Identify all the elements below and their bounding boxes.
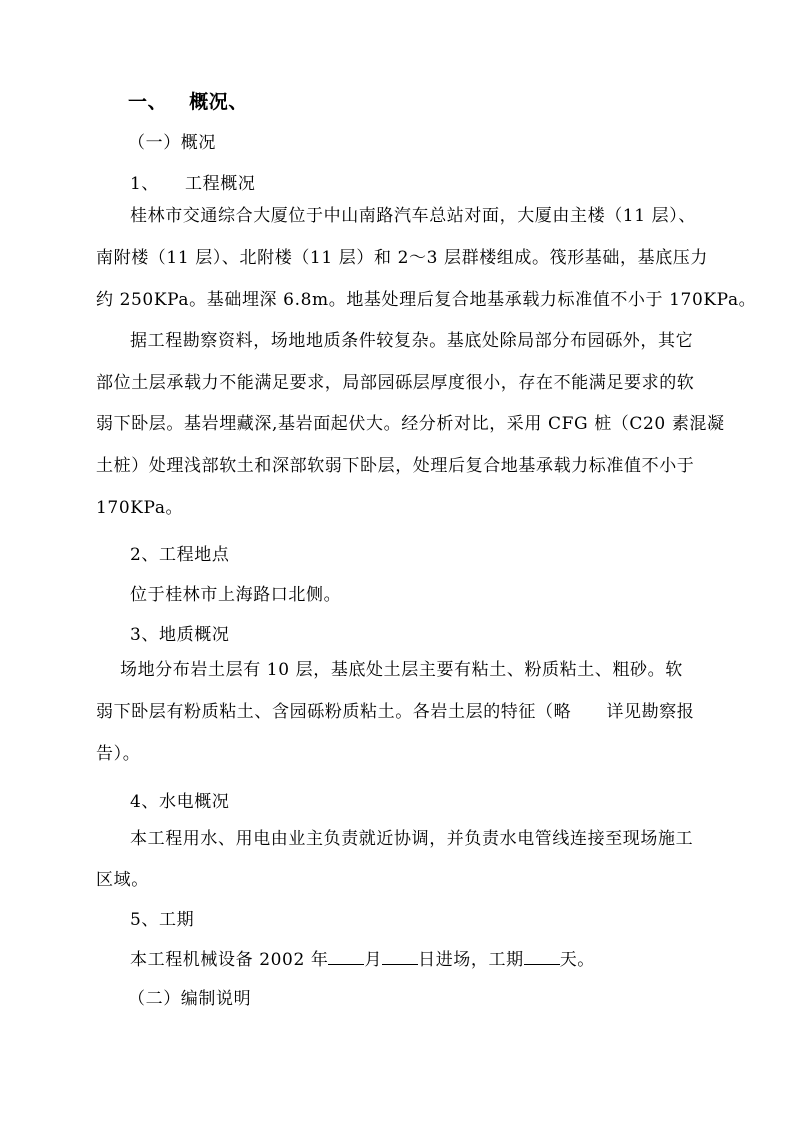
paragraph-line: 区域。 (96, 870, 149, 890)
month-blank (328, 948, 364, 965)
paragraph-line: 场地分布岩土层有 10 层，基底处土层主要有粘土、粉质粘土、粗砂。软 (120, 660, 683, 680)
paragraph-line: 告）。 (96, 744, 141, 764)
section-heading (128, 92, 248, 112)
paragraph-line: 弱下卧层有粉质粘土、含园砾粉质粘土。各岩土层的特征（略 详见勘察报 (96, 702, 695, 722)
subsection-title-1: （一）概况 (128, 133, 216, 153)
item-4-title: 4、水电概况 (130, 792, 230, 812)
paragraph-line: 土桩）处理浅部软土和深部软弱下卧层，处理后复合地基承载力标准值不小于 (96, 456, 695, 476)
schedule-line: 本工程机械设备 2002 年 月 日进场，工期 天。 (130, 950, 595, 970)
section-title: 概况、 (189, 91, 249, 113)
paragraph-line: 桂林市交通综合大厦位于中山南路汽车总站对面，大厦由主楼（11 层）、 (130, 206, 696, 226)
item-1-title: 1、 工程概况 (130, 174, 256, 194)
section-number: 一、 (128, 91, 168, 113)
item-3-title: 3、地质概况 (130, 625, 230, 645)
item-5-title: 5、工期 (130, 910, 195, 930)
item-2-text: 位于桂林市上海路口北侧。 (130, 585, 342, 605)
paragraph-line: 170KPa。 (96, 498, 184, 518)
paragraph-line: 本工程用水、用电由业主负责就近协调，并负责水电管线连接至现场施工 (130, 829, 694, 849)
paragraph-line: 弱下卧层。基岩埋藏深,基岩面起伏大。经分析对比，采用 CFG 桩（C20 素混凝 (96, 414, 725, 434)
paragraph-line: 约 250KPa。基础埋深 6.8m。地基处理后复合地基承载力标准值不小于 170KPa。 (96, 290, 757, 310)
paragraph-line: 南附楼（11 层）、北附楼（11 层）和 2～3 层群楼组成。筏形基础，基底压力 (96, 248, 709, 268)
item-2-title: 2、工程地点 (130, 545, 230, 565)
day-blank (382, 948, 418, 965)
paragraph-line: 据工程勘察资料，场地地质条件较复杂。基底处除局部分布园砾外，其它 (130, 331, 694, 351)
duration-blank (524, 948, 560, 965)
paragraph-line: 部位土层承载力不能满足要求，局部园砾层厚度很小，存在不能满足要求的软 (96, 373, 695, 393)
subsection-title-2: （二）编制说明 (128, 989, 252, 1009)
